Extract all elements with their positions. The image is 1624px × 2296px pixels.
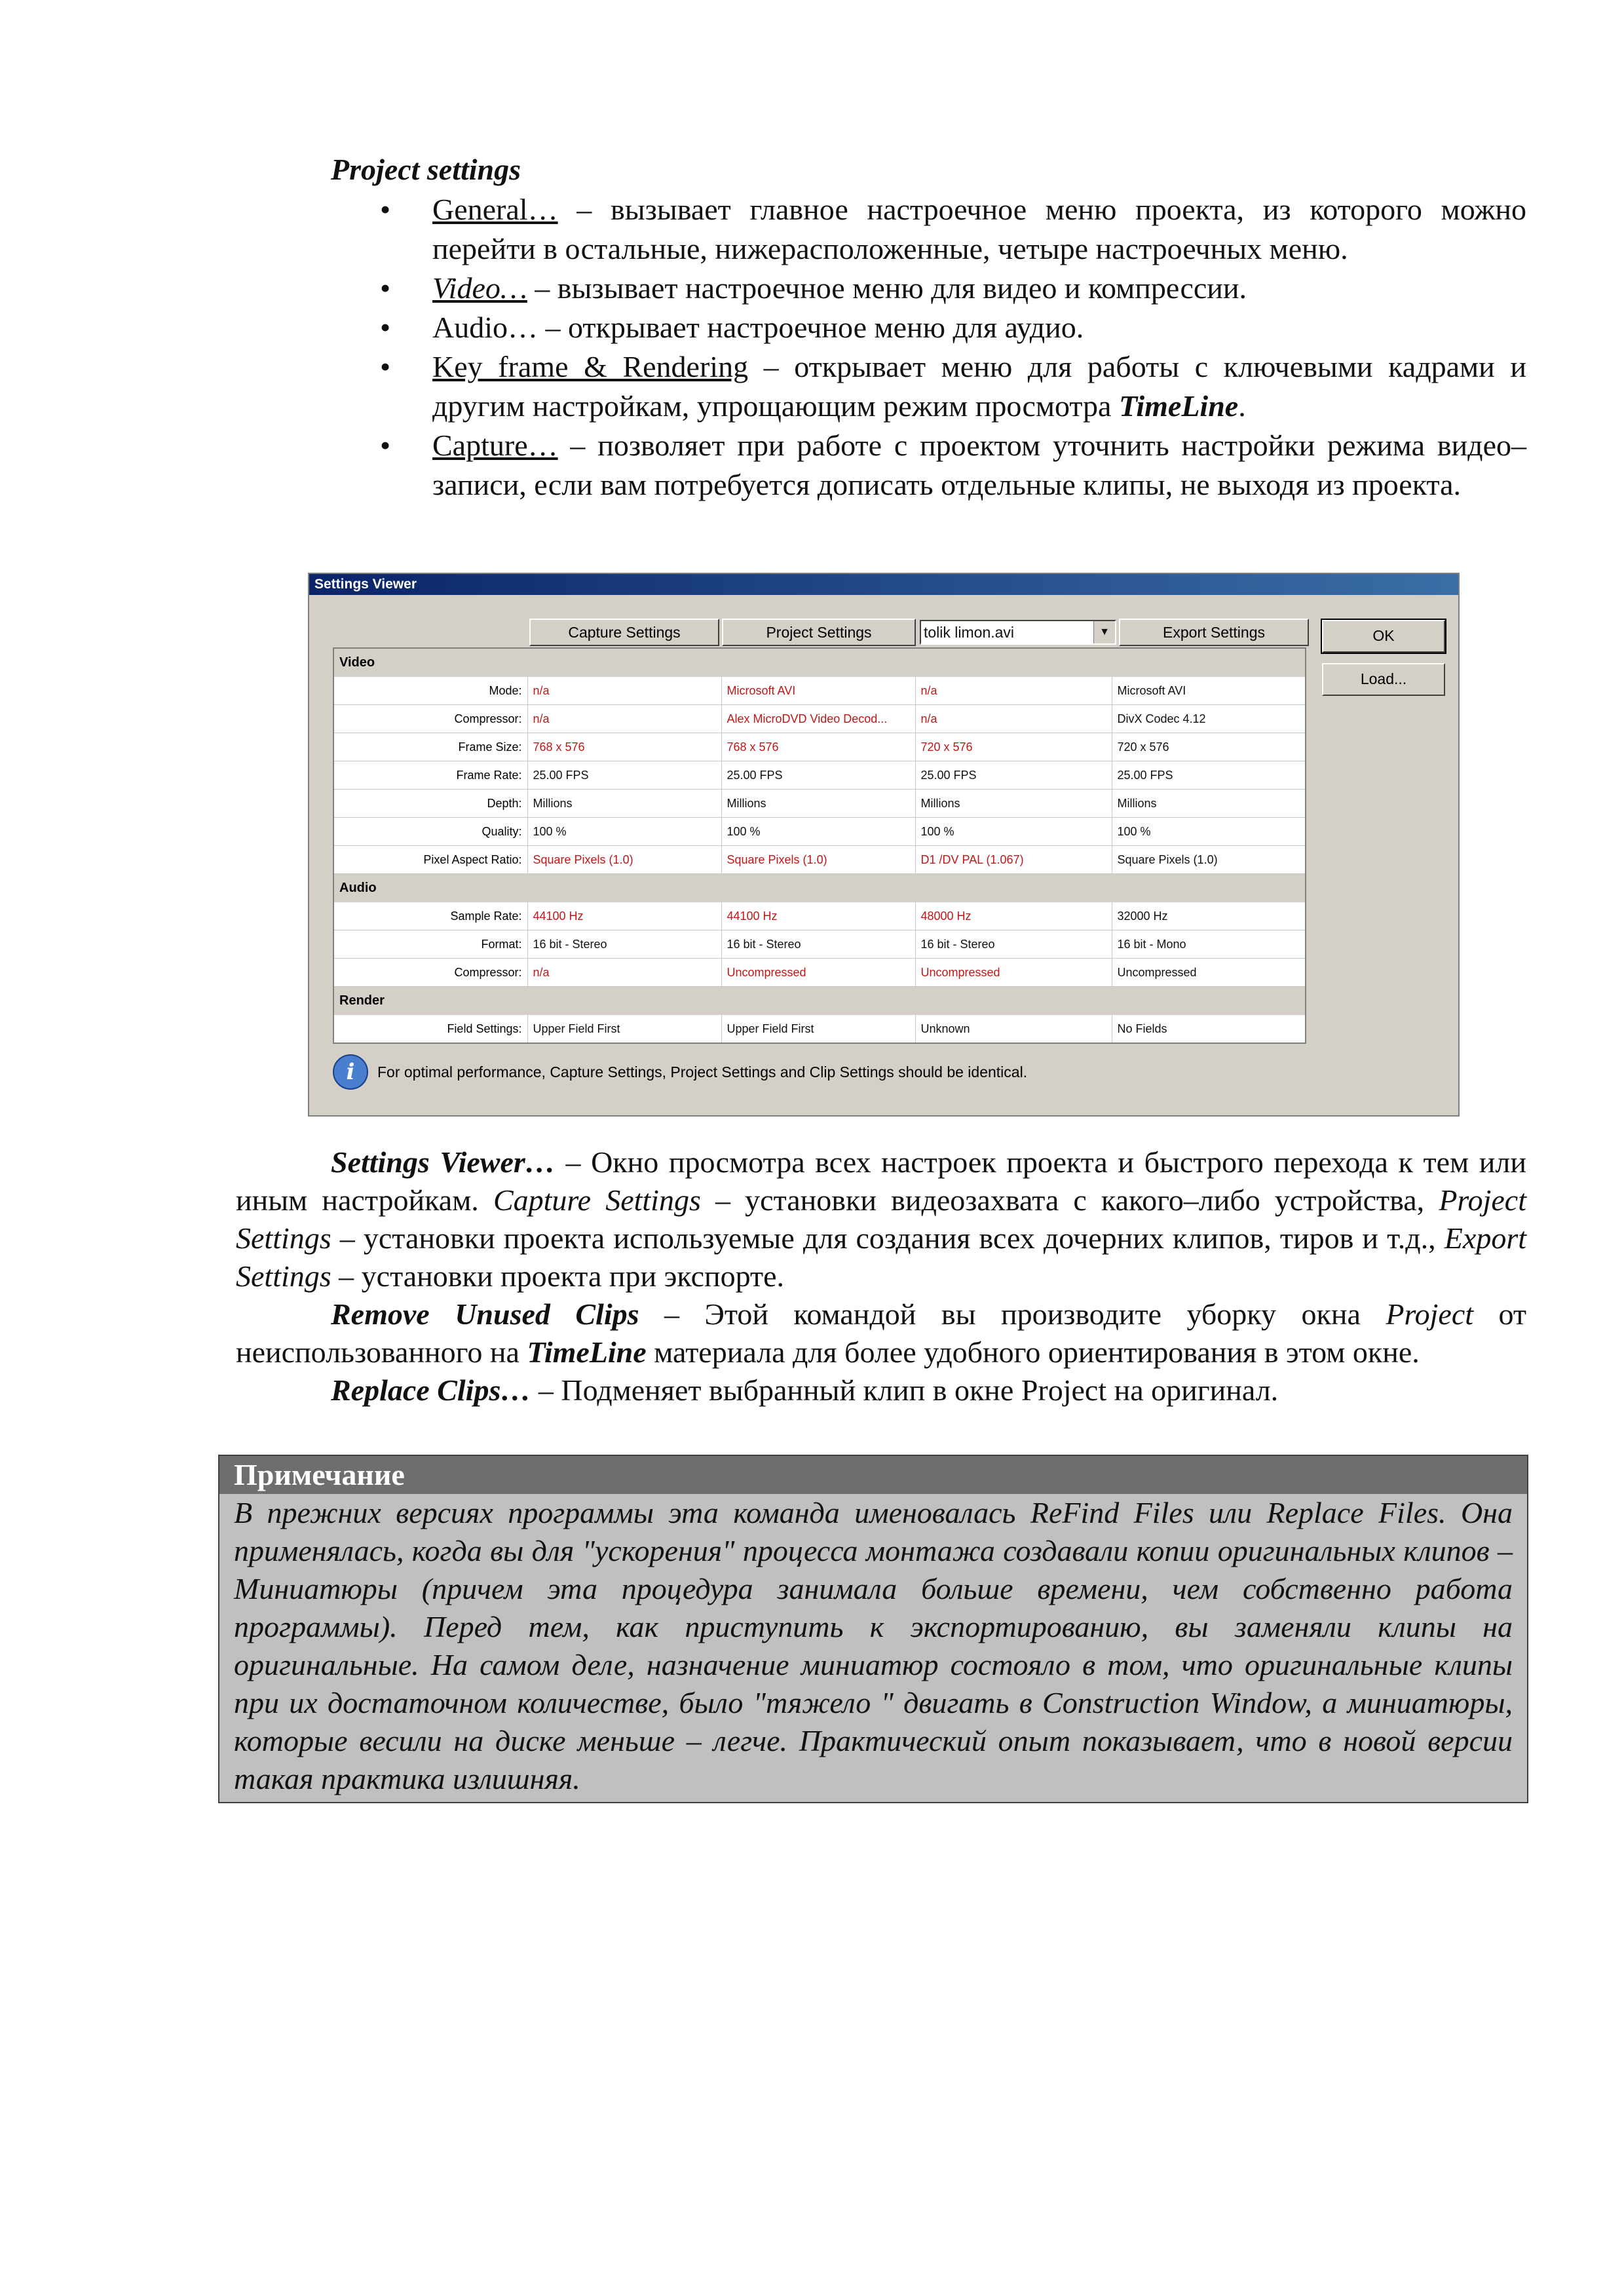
chevron-down-icon[interactable]: ▼ <box>1093 621 1115 643</box>
note-title: Примечание <box>219 1456 1527 1494</box>
paragraph-text: – Подменяет выбранный клип в окне Project на оригинал. <box>531 1373 1279 1407</box>
paragraph-text: – Окно просмотра всех настроек проекта и быстрого перехода к тем или иным настройкам. <box>236 1145 1526 1217</box>
bullet-text: – открывает меню для работы с ключевыми кадрами и другим настройкам, упрощающим режим просмотра <box>432 350 1526 423</box>
table-cell: Uncompressed <box>915 959 1112 987</box>
table-cell: 16 bit - Stereo <box>527 930 721 959</box>
table-cell: Square Pixels (1.0) <box>721 846 915 874</box>
table-row <box>333 902 1306 930</box>
bullet-term: General… <box>432 193 558 226</box>
table-cell: 100 % <box>1112 818 1306 846</box>
table-cell: 100 % <box>721 818 915 846</box>
table-row <box>333 846 1306 874</box>
bullet-text-end: . <box>1238 389 1246 423</box>
section-row <box>333 987 1306 1015</box>
table-cell: Square Pixels (1.0) <box>527 846 721 874</box>
list-item <box>373 269 1526 308</box>
paragraph-text: – Этой командой вы производите уборку окна <box>639 1297 1386 1331</box>
table-row <box>333 1015 1306 1044</box>
table-cell: Millions <box>915 790 1112 818</box>
settings-table <box>333 647 1306 1044</box>
paragraph-text: материала для более удобного ориентирования в этом окне. <box>646 1335 1420 1369</box>
table-cell: Alex MicroDVD Video Decod... <box>721 705 915 733</box>
table-cell: Upper Field First <box>721 1015 915 1044</box>
row-label: Format: <box>333 930 527 959</box>
table-row <box>333 761 1306 790</box>
table-cell: 768 x 576 <box>527 733 721 761</box>
bullet-text: – вызывает настроечное меню для видео и компрессии. <box>527 271 1247 305</box>
row-label: Sample Rate: <box>333 902 527 930</box>
bullet-term: Key frame & Rendering <box>432 350 749 383</box>
table-cell: n/a <box>915 677 1112 705</box>
paragraph-remove-unused <box>236 1295 1526 1371</box>
term-project-settings: Project Settings <box>236 1183 1526 1255</box>
clip-select[interactable] <box>920 620 1116 645</box>
bullet-icon: • <box>380 429 391 462</box>
project-settings-header[interactable]: Project Settings <box>722 619 916 646</box>
section-label: Video <box>333 648 1306 677</box>
table-cell: DivX Codec 4.12 <box>1112 705 1306 733</box>
section-row <box>333 874 1306 902</box>
table-cell: n/a <box>527 705 721 733</box>
section-label: Render <box>333 987 1306 1015</box>
term-capture-settings: Capture Settings <box>493 1183 701 1217</box>
table-cell: Uncompressed <box>721 959 915 987</box>
section-label: Audio <box>333 874 1306 902</box>
info-icon: i <box>333 1054 368 1090</box>
row-label: Depth: <box>333 790 527 818</box>
table-cell: No Fields <box>1112 1015 1306 1044</box>
row-label: Mode: <box>333 677 527 705</box>
paragraph-text: – установки видеозахвата с какого–либо устройства, <box>700 1183 1439 1217</box>
table-cell: 100 % <box>527 818 721 846</box>
table-cell: 720 x 576 <box>915 733 1112 761</box>
bullet-icon: • <box>380 311 391 344</box>
term-replace-clips: Replace Clips… <box>331 1373 531 1407</box>
table-cell: 44100 Hz <box>527 902 721 930</box>
table-cell: 720 x 576 <box>1112 733 1306 761</box>
table-cell: Uncompressed <box>1112 959 1306 987</box>
bullet-icon: • <box>380 193 391 226</box>
table-cell: n/a <box>915 705 1112 733</box>
table-row <box>333 959 1306 987</box>
row-label: Frame Size: <box>333 733 527 761</box>
table-cell: Millions <box>527 790 721 818</box>
bullet-text: – позволяет при работе с проектом уточнить настройки режима видео– записи, если вам потребуется дописать отдельные клипы, не выходя из проекта. <box>432 429 1526 501</box>
table-cell: Square Pixels (1.0) <box>1112 846 1306 874</box>
table-row <box>333 790 1306 818</box>
bullet-text: – вызывает главное настроечное меню проекта, из которого можно перейти в остальные, нижерасположенные, четыре настроечных меню. <box>432 193 1526 265</box>
table-cell: Upper Field First <box>527 1015 721 1044</box>
table-row <box>333 930 1306 959</box>
table-cell: Microsoft AVI <box>721 677 915 705</box>
table-cell: 25.00 FPS <box>527 761 721 790</box>
table-cell: 32000 Hz <box>1112 902 1306 930</box>
settings-viewer-window <box>308 573 1460 1117</box>
paragraph-replace-clips <box>236 1371 1526 1409</box>
row-label: Quality: <box>333 818 527 846</box>
load-button[interactable]: Load... <box>1322 663 1445 696</box>
info-message <box>333 1052 1027 1092</box>
table-cell: n/a <box>527 677 721 705</box>
table-row <box>333 677 1306 705</box>
paragraph-text: – установки проекта используемые для создания всех дочерних клипов, тиров и т.д., <box>331 1221 1445 1255</box>
term-remove-unused-clips: Remove Unused Clips <box>331 1297 639 1331</box>
row-label: Field Settings: <box>333 1015 527 1044</box>
term-settings-viewer: Settings Viewer… <box>331 1145 556 1179</box>
paragraph-text: – установки проекта при экспорте. <box>331 1259 785 1293</box>
table-cell: 16 bit - Stereo <box>915 930 1112 959</box>
section-row <box>333 648 1306 677</box>
bullet-term: Audio… <box>432 311 538 344</box>
settings-bullet-list <box>373 190 1526 505</box>
section-heading: Project settings <box>331 153 521 186</box>
table-cell: Millions <box>1112 790 1306 818</box>
bullet-text: – открывает настроечное меню для аудио. <box>538 311 1084 344</box>
bullet-icon: • <box>380 350 391 383</box>
table-cell: 25.00 FPS <box>721 761 915 790</box>
term-project: Project <box>1386 1297 1474 1331</box>
table-cell: Microsoft AVI <box>1112 677 1306 705</box>
list-item <box>373 347 1526 426</box>
window-title: Settings Viewer <box>309 574 1458 595</box>
ok-button[interactable]: OK <box>1322 620 1445 653</box>
clip-select-value: tolik limon.avi <box>924 624 1015 641</box>
row-label: Frame Rate: <box>333 761 527 790</box>
table-row <box>333 818 1306 846</box>
table-cell: D1 /DV PAL (1.067) <box>915 846 1112 874</box>
row-label: Compressor: <box>333 959 527 987</box>
table-cell: 48000 Hz <box>915 902 1112 930</box>
list-item <box>373 190 1526 269</box>
table-cell: Millions <box>721 790 915 818</box>
info-text: For optimal performance, Capture Settings, Project Settings and Clip Settings should be identical. <box>377 1063 1028 1081</box>
term-timeline: TimeLine <box>527 1335 647 1369</box>
table-cell: 25.00 FPS <box>1112 761 1306 790</box>
table-cell: 16 bit - Stereo <box>721 930 915 959</box>
table-row <box>333 733 1306 761</box>
table-cell: 16 bit - Mono <box>1112 930 1306 959</box>
bullet-term: Capture… <box>432 429 558 462</box>
list-item <box>373 308 1526 347</box>
table-cell: n/a <box>527 959 721 987</box>
row-label: Compressor: <box>333 705 527 733</box>
term-export-settings: Export Settings <box>236 1221 1526 1293</box>
list-item <box>373 426 1526 505</box>
note-body: В прежних версиях программы эта команда именовалась ReFind Files или Replace Files. Она применялась, когда вы для "ускорения" процесса монтажа создавали копии оригинальных клипов – Миниатюры (причем эта процедура занимала больше времени, чем собственно работа программы). Перед тем, как приступить к экспортированию, вы заменяли клипы на оригинальные. На самом деле, назначение миниатюр состояло в том, что оригинальные клипы при их достаточном количестве, было "тяжело " двигать в Construction Window, а миниатюры, которые весили на диске меньше – легче. Практический опыт показывает, что в новой версии такая практика излишняя. <box>234 1496 1513 1795</box>
paragraph-settings-viewer <box>236 1143 1526 1295</box>
table-cell: 44100 Hz <box>721 902 915 930</box>
capture-settings-header[interactable]: Capture Settings <box>529 619 719 646</box>
table-cell: 25.00 FPS <box>915 761 1112 790</box>
table-row <box>333 705 1306 733</box>
paragraph-text: от неиспользованного на <box>236 1297 1527 1369</box>
bullet-emphasis: TimeLine <box>1118 389 1239 423</box>
note-box <box>218 1455 1528 1803</box>
table-cell: 768 x 576 <box>721 733 915 761</box>
table-cell: 100 % <box>915 818 1112 846</box>
row-label: Pixel Aspect Ratio: <box>333 846 527 874</box>
table-cell: Unknown <box>915 1015 1112 1044</box>
export-settings-header[interactable]: Export Settings <box>1119 619 1309 646</box>
bullet-icon: • <box>380 271 391 305</box>
bullet-term: Video… <box>432 271 527 305</box>
